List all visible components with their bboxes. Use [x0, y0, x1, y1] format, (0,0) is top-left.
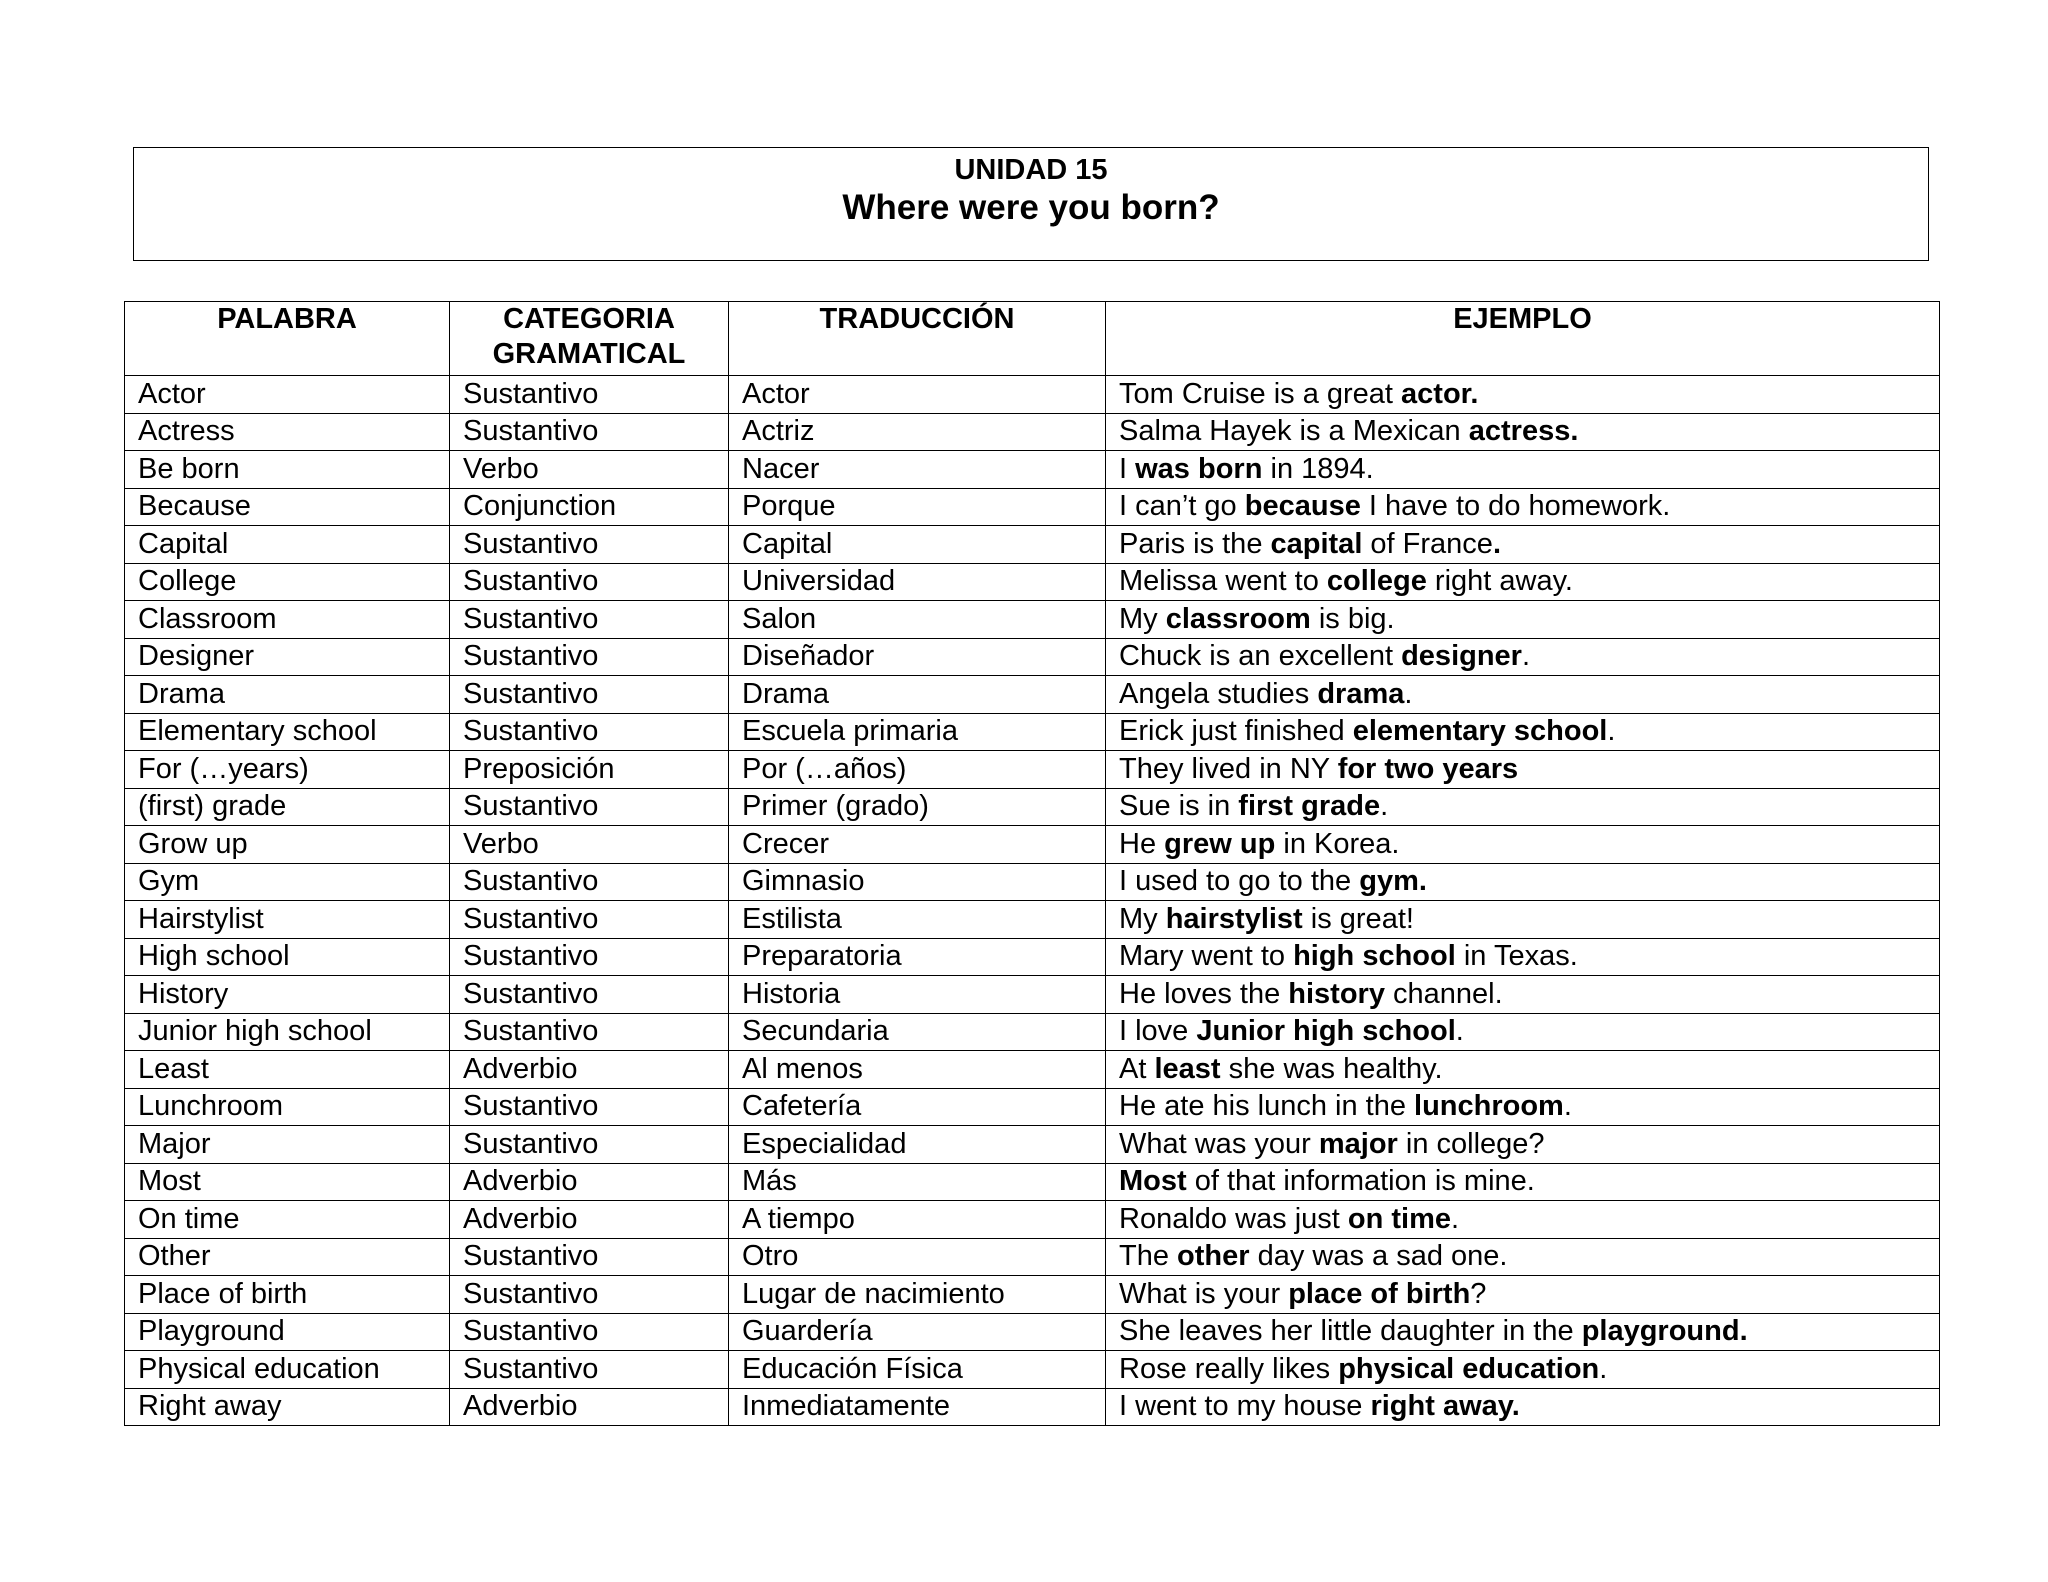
example-highlight: physical education: [1338, 1352, 1600, 1385]
table-row: [125, 376, 1940, 414]
word-cell: Physical education: [125, 1351, 450, 1389]
example-highlight: for two years: [1337, 752, 1519, 785]
category-cell: Sustantivo: [450, 413, 729, 451]
example-text: I used to go to the: [1119, 865, 1360, 898]
example-text: is big.: [1310, 602, 1395, 635]
header-palabra: PALABRA: [125, 302, 450, 376]
example-text: My: [1119, 602, 1166, 635]
example-text: I have to do homework.: [1360, 490, 1671, 523]
table-row: [125, 1051, 1940, 1089]
translation-cell: Primer (grado): [729, 788, 1106, 826]
word-cell: Most: [125, 1163, 450, 1201]
header-categoria: CATEGORIA GRAMATICAL: [450, 302, 729, 376]
example-highlight: hairstylist: [1165, 902, 1303, 935]
word-cell: Designer: [125, 638, 450, 676]
translation-cell: Educación Física: [729, 1351, 1106, 1389]
example-highlight: playground.: [1581, 1315, 1748, 1348]
example-highlight: college: [1326, 565, 1427, 598]
example-text: .: [1599, 1352, 1608, 1385]
category-cell: Sustantivo: [450, 1313, 729, 1351]
table-header-row: [125, 302, 1940, 376]
title-box: [133, 147, 1929, 261]
translation-cell: Actor: [729, 376, 1106, 414]
translation-cell: Diseñador: [729, 638, 1106, 676]
example-text: she was healthy.: [1220, 1052, 1443, 1085]
example-cell: [1106, 526, 1940, 564]
table-row: [125, 1013, 1940, 1051]
translation-cell: Historia: [729, 976, 1106, 1014]
example-cell: [1106, 1388, 1940, 1426]
table-row: [125, 1313, 1940, 1351]
word-cell: Right away: [125, 1388, 450, 1426]
category-cell: Sustantivo: [450, 1013, 729, 1051]
example-cell: [1106, 488, 1940, 526]
example-cell: [1106, 1351, 1940, 1389]
example-text: is great!: [1302, 902, 1414, 935]
example-highlight: lunchroom: [1414, 1090, 1564, 1123]
example-highlight: first grade: [1238, 790, 1381, 823]
word-cell: Capital: [125, 526, 450, 564]
example-cell: [1106, 1163, 1940, 1201]
table-row: [125, 1088, 1940, 1126]
word-cell: Major: [125, 1126, 450, 1164]
example-cell: [1106, 788, 1940, 826]
table-row: [125, 976, 1940, 1014]
example-text: .: [1380, 790, 1389, 823]
table-row: [125, 601, 1940, 639]
example-text: in 1894.: [1262, 452, 1374, 485]
example-text: Erick just finished: [1119, 715, 1353, 748]
example-text: I: [1119, 452, 1136, 485]
example-text: day was a sad one.: [1249, 1240, 1508, 1273]
word-cell: Hairstylist: [125, 901, 450, 939]
example-text: At: [1119, 1052, 1155, 1085]
category-cell: Adverbio: [450, 1201, 729, 1239]
example-cell: [1106, 1201, 1940, 1239]
example-highlight: history: [1288, 977, 1385, 1010]
example-text: He: [1119, 827, 1165, 860]
category-cell: Sustantivo: [450, 863, 729, 901]
word-cell: Playground: [125, 1313, 450, 1351]
header-traduccion: TRADUCCIÓN: [729, 302, 1106, 376]
translation-cell: Más: [729, 1163, 1106, 1201]
word-cell: Because: [125, 488, 450, 526]
example-highlight: designer: [1401, 640, 1522, 673]
example-text: Salma Hayek is a Mexican: [1119, 415, 1469, 448]
example-text: What was your: [1119, 1127, 1319, 1160]
translation-cell: Universidad: [729, 563, 1106, 601]
example-cell: [1106, 826, 1940, 864]
example-highlight: place of birth: [1288, 1277, 1471, 1310]
translation-cell: Cafetería: [729, 1088, 1106, 1126]
example-cell: [1106, 1051, 1940, 1089]
translation-cell: Al menos: [729, 1051, 1106, 1089]
word-cell: Actor: [125, 376, 450, 414]
example-text: I can’t go: [1119, 490, 1245, 523]
example-text: .: [1607, 715, 1616, 748]
table-row: [125, 451, 1940, 489]
word-cell: Classroom: [125, 601, 450, 639]
example-text: right away.: [1426, 565, 1573, 598]
category-cell: Sustantivo: [450, 601, 729, 639]
word-cell: Other: [125, 1238, 450, 1276]
table-row: [125, 788, 1940, 826]
example-text: I went to my house: [1119, 1390, 1371, 1423]
word-cell: College: [125, 563, 450, 601]
example-text: of that information is mine.: [1186, 1165, 1535, 1198]
word-cell: High school: [125, 938, 450, 976]
category-cell: Sustantivo: [450, 713, 729, 751]
category-cell: Adverbio: [450, 1388, 729, 1426]
example-cell: [1106, 1088, 1940, 1126]
example-text: Chuck is an excellent: [1119, 640, 1402, 673]
example-cell: [1106, 376, 1940, 414]
table-row: [125, 413, 1940, 451]
example-cell: [1106, 601, 1940, 639]
translation-cell: Lugar de nacimiento: [729, 1276, 1106, 1314]
table-row: [125, 713, 1940, 751]
translation-cell: Secundaria: [729, 1013, 1106, 1051]
word-cell: Grow up: [125, 826, 450, 864]
translation-cell: Nacer: [729, 451, 1106, 489]
translation-cell: Especialidad: [729, 1126, 1106, 1164]
word-cell: Junior high school: [125, 1013, 450, 1051]
table-row: [125, 488, 1940, 526]
example-highlight: classroom: [1165, 602, 1311, 635]
table-row: [125, 1388, 1940, 1426]
example-highlight: Most: [1119, 1165, 1187, 1198]
example-text: The: [1119, 1240, 1178, 1273]
example-text: channel.: [1384, 977, 1503, 1010]
category-cell: Sustantivo: [450, 526, 729, 564]
table-row: [125, 526, 1940, 564]
category-cell: Sustantivo: [450, 563, 729, 601]
example-text: .: [1451, 1202, 1460, 1235]
category-cell: Sustantivo: [450, 1238, 729, 1276]
example-cell: [1106, 713, 1940, 751]
translation-cell: Escuela primaria: [729, 713, 1106, 751]
example-highlight: least: [1154, 1052, 1221, 1085]
example-text: What is your: [1119, 1277, 1289, 1310]
example-cell: [1106, 901, 1940, 939]
example-text: My: [1119, 902, 1166, 935]
translation-cell: A tiempo: [729, 1201, 1106, 1239]
example-text: Mary went to: [1119, 940, 1294, 973]
translation-cell: Salon: [729, 601, 1106, 639]
example-highlight: drama: [1317, 677, 1405, 710]
example-text: Paris is the: [1119, 527, 1271, 560]
translation-cell: Guardería: [729, 1313, 1106, 1351]
translation-cell: Crecer: [729, 826, 1106, 864]
example-text: .: [1563, 1090, 1572, 1123]
example-highlight: because: [1244, 490, 1361, 523]
example-text: They lived in NY: [1119, 752, 1338, 785]
example-cell: [1106, 638, 1940, 676]
table-row: [125, 901, 1940, 939]
category-cell: Sustantivo: [450, 788, 729, 826]
word-cell: Actress: [125, 413, 450, 451]
example-highlight: right away.: [1370, 1390, 1520, 1423]
word-cell: On time: [125, 1201, 450, 1239]
example-text: Sue is in: [1119, 790, 1239, 823]
example-highlight: gym.: [1359, 865, 1427, 898]
table-row: [125, 1276, 1940, 1314]
word-cell: Gym: [125, 863, 450, 901]
page-title: Where were you born?: [842, 188, 1220, 227]
table-row: [125, 1163, 1940, 1201]
example-highlight: major: [1318, 1127, 1398, 1160]
example-cell: [1106, 413, 1940, 451]
category-cell: Sustantivo: [450, 376, 729, 414]
example-cell: [1106, 1313, 1940, 1351]
example-text: .: [1521, 640, 1531, 673]
translation-cell: Otro: [729, 1238, 1106, 1276]
word-cell: For (…years): [125, 751, 450, 789]
example-text: Angela studies: [1119, 677, 1318, 710]
word-cell: Place of birth: [125, 1276, 450, 1314]
example-text: in Texas.: [1455, 940, 1578, 973]
category-cell: Sustantivo: [450, 1276, 729, 1314]
table-row: [125, 863, 1940, 901]
example-cell: [1106, 976, 1940, 1014]
category-cell: Sustantivo: [450, 976, 729, 1014]
table-row: [125, 938, 1940, 976]
header-ejemplo: EJEMPLO: [1106, 302, 1940, 376]
translation-cell: Inmediatamente: [729, 1388, 1106, 1426]
word-cell: Lunchroom: [125, 1088, 450, 1126]
category-cell: Sustantivo: [450, 676, 729, 714]
example-text: ?: [1470, 1277, 1487, 1310]
translation-cell: Capital: [729, 526, 1106, 564]
example-highlight: high school: [1293, 940, 1456, 973]
table-row: [125, 563, 1940, 601]
word-cell: Be born: [125, 451, 450, 489]
translation-cell: Gimnasio: [729, 863, 1106, 901]
table-row: [125, 751, 1940, 789]
translation-cell: Estilista: [729, 901, 1106, 939]
word-cell: (first) grade: [125, 788, 450, 826]
translation-cell: Preparatoria: [729, 938, 1106, 976]
category-cell: Sustantivo: [450, 938, 729, 976]
example-highlight: other: [1177, 1240, 1250, 1273]
category-cell: Verbo: [450, 826, 729, 864]
example-cell: [1106, 563, 1940, 601]
category-cell: Preposición: [450, 751, 729, 789]
word-cell: Least: [125, 1051, 450, 1089]
category-cell: Sustantivo: [450, 1351, 729, 1389]
example-text: in Korea.: [1275, 827, 1400, 860]
example-highlight: capital: [1270, 527, 1363, 560]
word-cell: Elementary school: [125, 713, 450, 751]
table-row: [125, 1238, 1940, 1276]
example-cell: [1106, 863, 1940, 901]
example-highlight: elementary school: [1352, 715, 1608, 748]
example-text: of France: [1362, 527, 1493, 560]
example-highlight: .: [1492, 527, 1501, 560]
example-text: I love: [1119, 1015, 1197, 1048]
example-text: in college?: [1397, 1127, 1545, 1160]
example-cell: [1106, 1126, 1940, 1164]
example-text: She leaves her little daughter in the: [1119, 1315, 1582, 1348]
table-row: [125, 676, 1940, 714]
translation-cell: Drama: [729, 676, 1106, 714]
category-cell: Sustantivo: [450, 638, 729, 676]
example-text: Ronaldo was just: [1119, 1202, 1348, 1235]
category-cell: Verbo: [450, 451, 729, 489]
example-highlight: was born: [1135, 452, 1263, 485]
example-cell: [1106, 1276, 1940, 1314]
vocabulary-table: [124, 301, 1940, 1426]
unit-label: UNIDAD 15: [954, 154, 1108, 186]
example-text: Tom Cruise is a great: [1119, 377, 1402, 410]
example-text: He ate his lunch in the: [1119, 1090, 1415, 1123]
example-cell: [1106, 938, 1940, 976]
example-cell: [1106, 676, 1940, 714]
table-row: [125, 1351, 1940, 1389]
category-cell: Sustantivo: [450, 1088, 729, 1126]
example-highlight: grew up: [1164, 827, 1276, 860]
example-cell: [1106, 1013, 1940, 1051]
example-text: .: [1455, 1015, 1464, 1048]
translation-cell: Actriz: [729, 413, 1106, 451]
category-cell: Adverbio: [450, 1163, 729, 1201]
example-text: Rose really likes: [1119, 1352, 1339, 1385]
category-cell: Sustantivo: [450, 1126, 729, 1164]
example-text: Melissa went to: [1119, 565, 1327, 598]
example-cell: [1106, 1238, 1940, 1276]
translation-cell: Porque: [729, 488, 1106, 526]
example-highlight: on time: [1347, 1202, 1452, 1235]
example-highlight: actor.: [1401, 377, 1479, 410]
example-cell: [1106, 451, 1940, 489]
example-highlight: Junior high school: [1196, 1015, 1456, 1048]
table-row: [125, 1126, 1940, 1164]
example-text: He loves the: [1119, 977, 1289, 1010]
category-cell: Sustantivo: [450, 901, 729, 939]
example-highlight: actress.: [1468, 415, 1579, 448]
vocabulary-body: [125, 376, 1940, 1426]
table-row: [125, 638, 1940, 676]
word-cell: History: [125, 976, 450, 1014]
example-cell: [1106, 751, 1940, 789]
table-row: [125, 1201, 1940, 1239]
category-cell: Conjunction: [450, 488, 729, 526]
example-text: .: [1404, 677, 1413, 710]
table-row: [125, 826, 1940, 864]
category-cell: Adverbio: [450, 1051, 729, 1089]
word-cell: Drama: [125, 676, 450, 714]
translation-cell: Por (…años): [729, 751, 1106, 789]
